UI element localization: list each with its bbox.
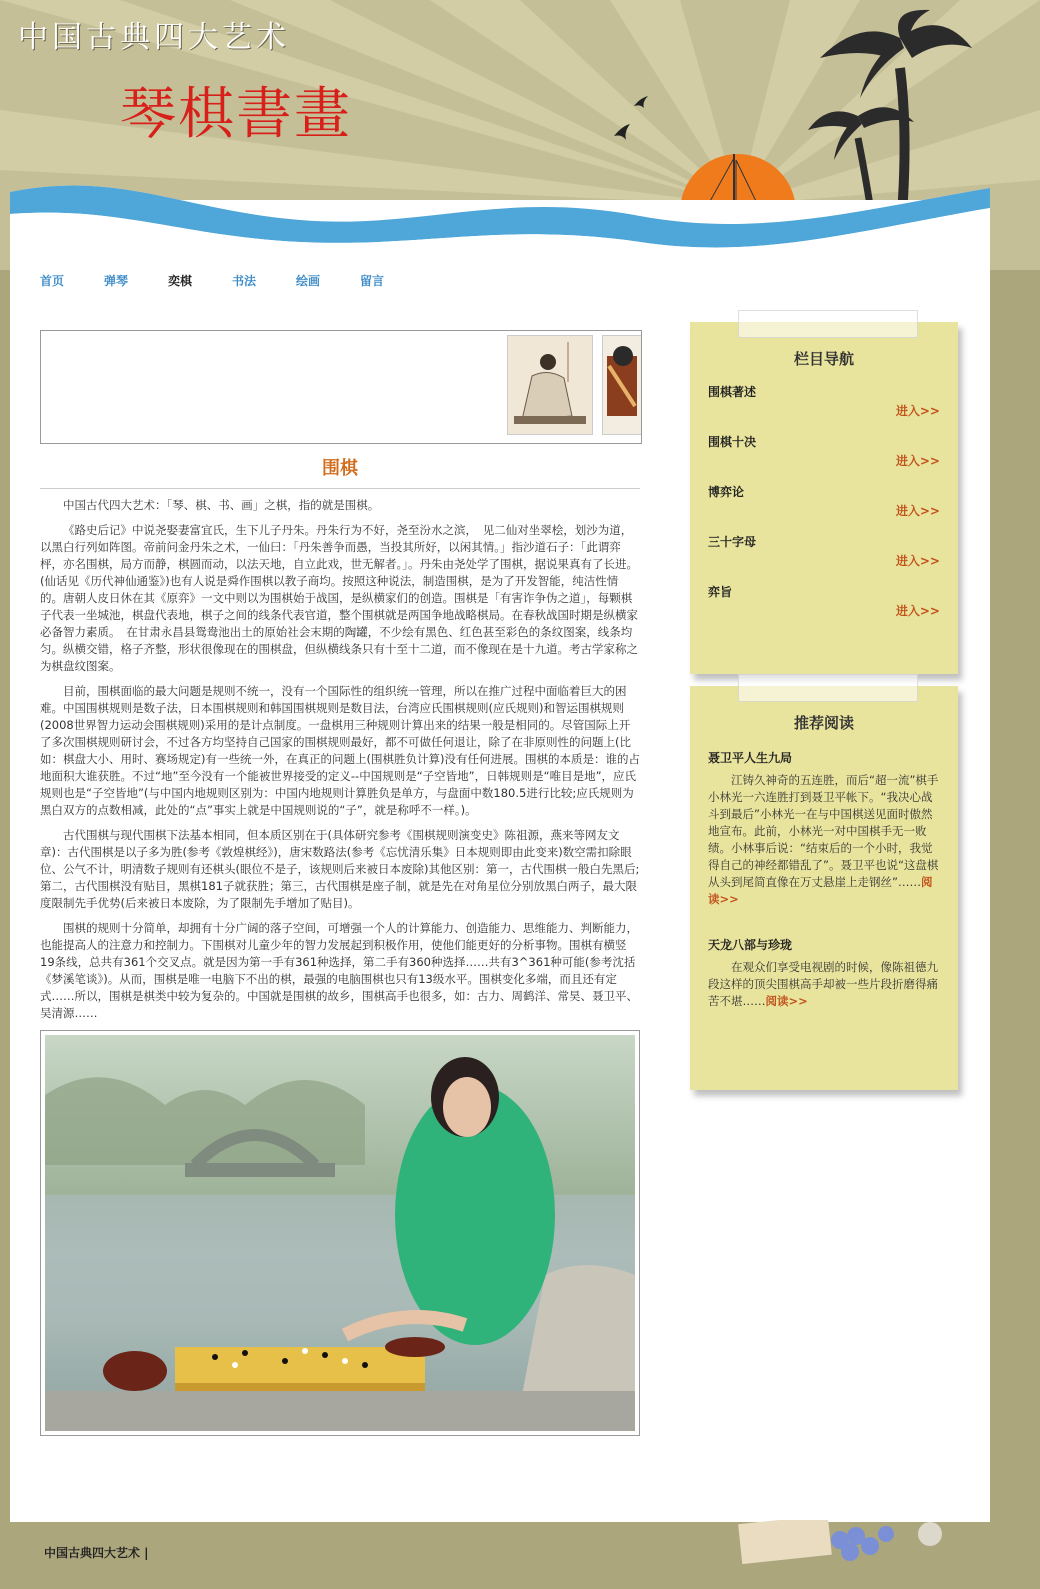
recommended-item-text: [708, 959, 940, 1010]
recommended-item-summary: 在观众们享受电视剧的时候，像陈祖德九段这样的顶尖围棋高手却被一些片段折磨得痛苦不堪……: [708, 960, 938, 1008]
enter-link[interactable]: 进入>>: [895, 404, 940, 418]
birds-illustration: [612, 92, 662, 152]
nav-calligraphy[interactable]: 书法: [232, 274, 257, 288]
enter-link[interactable]: 进入>>: [895, 604, 940, 618]
article-paragraph: 古代围棋与现代围棋下法基本相同，但本质区别在于(具体研究参考《围棋规则演变史》陈祖源，燕来等网友文章)：古代围棋是以子多为胜(参考《敦煌棋经》)，唐宋数路法(参考《忘忧清乐集》日本规则即由此变来)数空需扣除眼位、公气不计，明清数子规则有还棋头(眼位不是子，该规则后来被日本废除)其他区别：第一，古代围棋一般白先黑后;第二，古代围棋没有贴目，黑棋181子就获胜；第三，古代围棋是座子制，就是先在对角星位分别放黑白两子，最大限度限制先手优势(后来被日本废除，为了限制先手增加了贴目)。: [40, 828, 640, 910]
tape-decoration: [738, 674, 918, 702]
nav-qi[interactable]: 奕棋: [168, 274, 193, 288]
column-nav-item-label[interactable]: 博弈论: [708, 485, 745, 499]
recommended-item-summary: 江铸久神奇的五连胜，而后“超一流”棋手小林光一六连胜打到聂卫平帐下。“我决心战斗到最后”小林光一在与中国棋送见面时傲然地宣布。此前，小林光一对中国棋手无一败绩。小林事后说：“结束后的一个小时，我觉得自己的神经都错乱了”。聂卫平也说“这盘棋从头到尾简直像在万丈悬崖上走钢丝”……: [708, 773, 939, 889]
enter-link[interactable]: 进入>>: [895, 454, 940, 468]
gallery-image-scholar[interactable]: [507, 335, 593, 435]
recommended-item-title[interactable]: 天龙八部与珍珑: [708, 938, 793, 952]
site-title: 中国古典四大艺术: [18, 20, 290, 55]
column-nav-item: [708, 419, 940, 469]
tape-decoration: [738, 310, 918, 338]
recommended-item-text: [708, 772, 940, 908]
column-nav-item-label[interactable]: 弈旨: [708, 585, 733, 599]
enter-link[interactable]: 进入>>: [895, 554, 940, 568]
nav-home[interactable]: 首页: [40, 274, 65, 288]
enter-link[interactable]: 进入>>: [895, 504, 940, 518]
article-paragraph: 围棋的规则十分简单，却拥有十分广阔的落子空间，可增强一个人的计算能力、创造能力、思维能力、判断能力，也能提高人的注意力和控制力。下围棋对儿童少年的智力发展起到积极作用，使他们能更好的分析事物。围棋有横竖19条线，总共有361个交叉点。就是因为第一手有361种选择，第二手有360种选择……共有3^361种可能(参考沈括《梦溪笔谈》)。从而，围棋是唯一电脑下不出的棋，最强的电脑围棋也只有13级水平。围棋变化多端，而且还有定式……所以，围棋是棋类中较为复杂的。中国就是围棋的故乡，围棋高手也很多，如：古力、周鹤洋、常昊、聂卫平、吴清源……: [40, 921, 638, 1020]
column-nav-box: [690, 322, 958, 674]
column-nav-item-label[interactable]: 围棋十决: [708, 435, 757, 449]
recommended-reading-box: [690, 686, 958, 1090]
recommended-item: [708, 733, 940, 908]
main-content: [40, 330, 640, 1436]
go-player-photo: [40, 1030, 640, 1436]
column-nav-title: 栏目导航: [793, 350, 854, 368]
article-paragraph: 中国古代四大艺术：「琴、棋、书、画」之棋，指的就是围棋。: [63, 498, 380, 512]
wave-decoration: [0, 150, 1040, 280]
recommended-item: [708, 908, 940, 1010]
read-more-link[interactable]: 阅读>>: [708, 875, 933, 906]
article-paragraph: 《路史后记》中说尧娶妻富宜氏，生下儿子丹朱。丹朱行为不好，尧至汾水之滨， 见二仙对坐翠桧，划沙为道，以黑白行列如阵图。帝前问金丹朱之术，一仙曰：「丹朱善争而愚，当投其所好，以闲其情。」指沙道石子：「此谓弈枰，亦名围棋，局方而静，棋圆而动，以法天地，自立此戏，世无解者。」。丹朱由尧处学了围棋，据说果真有了长进。(仙话见《历代神仙通鉴》)也有人说是舜作围棋以教子商均。按照这种说法，制造围棋，是为了开发智能，纯洁性情的。唐朝人皮日休在其《原弈》一文中则以为围棋始于战国，是纵横家们的创造。围棋是「有害诈争伪之道」，每颗棋子代表一坐城池，棋盘代表地，棋子之间的线条代表官道，整个围棋就是两国争地战略棋局。在春秋战国时期是纵横家必备智力素质。 在甘肃永昌县鸳鸯池出土的原始社会末期的陶罐，不少绘有黑色、红色甚至彩色的条纹图案，线条均匀。纵横交错，格子齐整，形状很像现在的围棋盘，但纵横线条只有十至十二道，而不像现在是十九道。考古学家称之为棋盘纹图案。: [40, 523, 638, 673]
nav-message[interactable]: 留言: [360, 274, 385, 288]
calligraphy-logo: 琴棋書畫: [120, 82, 352, 147]
recommended-item-title[interactable]: 聂卫平人生九局: [708, 751, 793, 765]
column-nav-item: [708, 369, 940, 419]
flower-decoration: [730, 1520, 960, 1580]
gallery-image-partial[interactable]: [602, 335, 642, 435]
nav-qin[interactable]: 弹琴: [104, 274, 129, 288]
column-nav-item: [708, 469, 940, 519]
recommended-title: 推荐阅读: [793, 714, 854, 732]
column-nav-item: [708, 519, 940, 569]
main-nav: [40, 272, 424, 289]
article-paragraph: 目前，围棋面临的最大问题是规则不统一，没有一个国际性的组织统一管理，所以在推广过程中面临着巨大的困难。中国围棋规则是数子法，日本围棋规则和韩国围棋规则是数目法，台湾应氏围棋规则(应氏规则)和智运围棋规则(2008世界智力运动会围棋规则)采用的是计点制度。一盘棋用三种规则计算出来的结果一般是相同的。尽管国际上开了多次围棋规则研讨会，不过各方均坚持自己国家的围棋规则最好，都不可做任何退让，除了在非原则性的问题上(比如：棋盘大小、用时、赛场规定)有一些统一外，在真正的问题上(围棋胜负计算)没有任何进展。围棋的本质是：谁的占地面积大谁获胜。不过“地”至今没有一个能被世界接受的定义--中国规则是“子空皆地”，日韩规则是“唯目是地”，应氏规则也是“子空皆地”(与中国内地规则区别为：中国内地规则计算胜负是单方，与盘面中数180.5进行比较;应氏规则为黑白双方的点数相减，此处的“点”事实上就是中国规则说的“子”，就是称呼不一样。)。: [40, 684, 640, 817]
article-title: 围棋: [40, 454, 640, 489]
column-nav-item: [708, 569, 940, 619]
read-more-link[interactable]: 阅读>>: [765, 994, 808, 1008]
image-gallery[interactable]: [40, 330, 642, 444]
column-nav-item-label[interactable]: 三十字母: [708, 535, 757, 549]
nav-painting[interactable]: 绘画: [296, 274, 321, 288]
column-nav-item-label[interactable]: 围棋著述: [708, 385, 757, 399]
footer-text: 中国古典四大艺术 |: [44, 1546, 149, 1560]
